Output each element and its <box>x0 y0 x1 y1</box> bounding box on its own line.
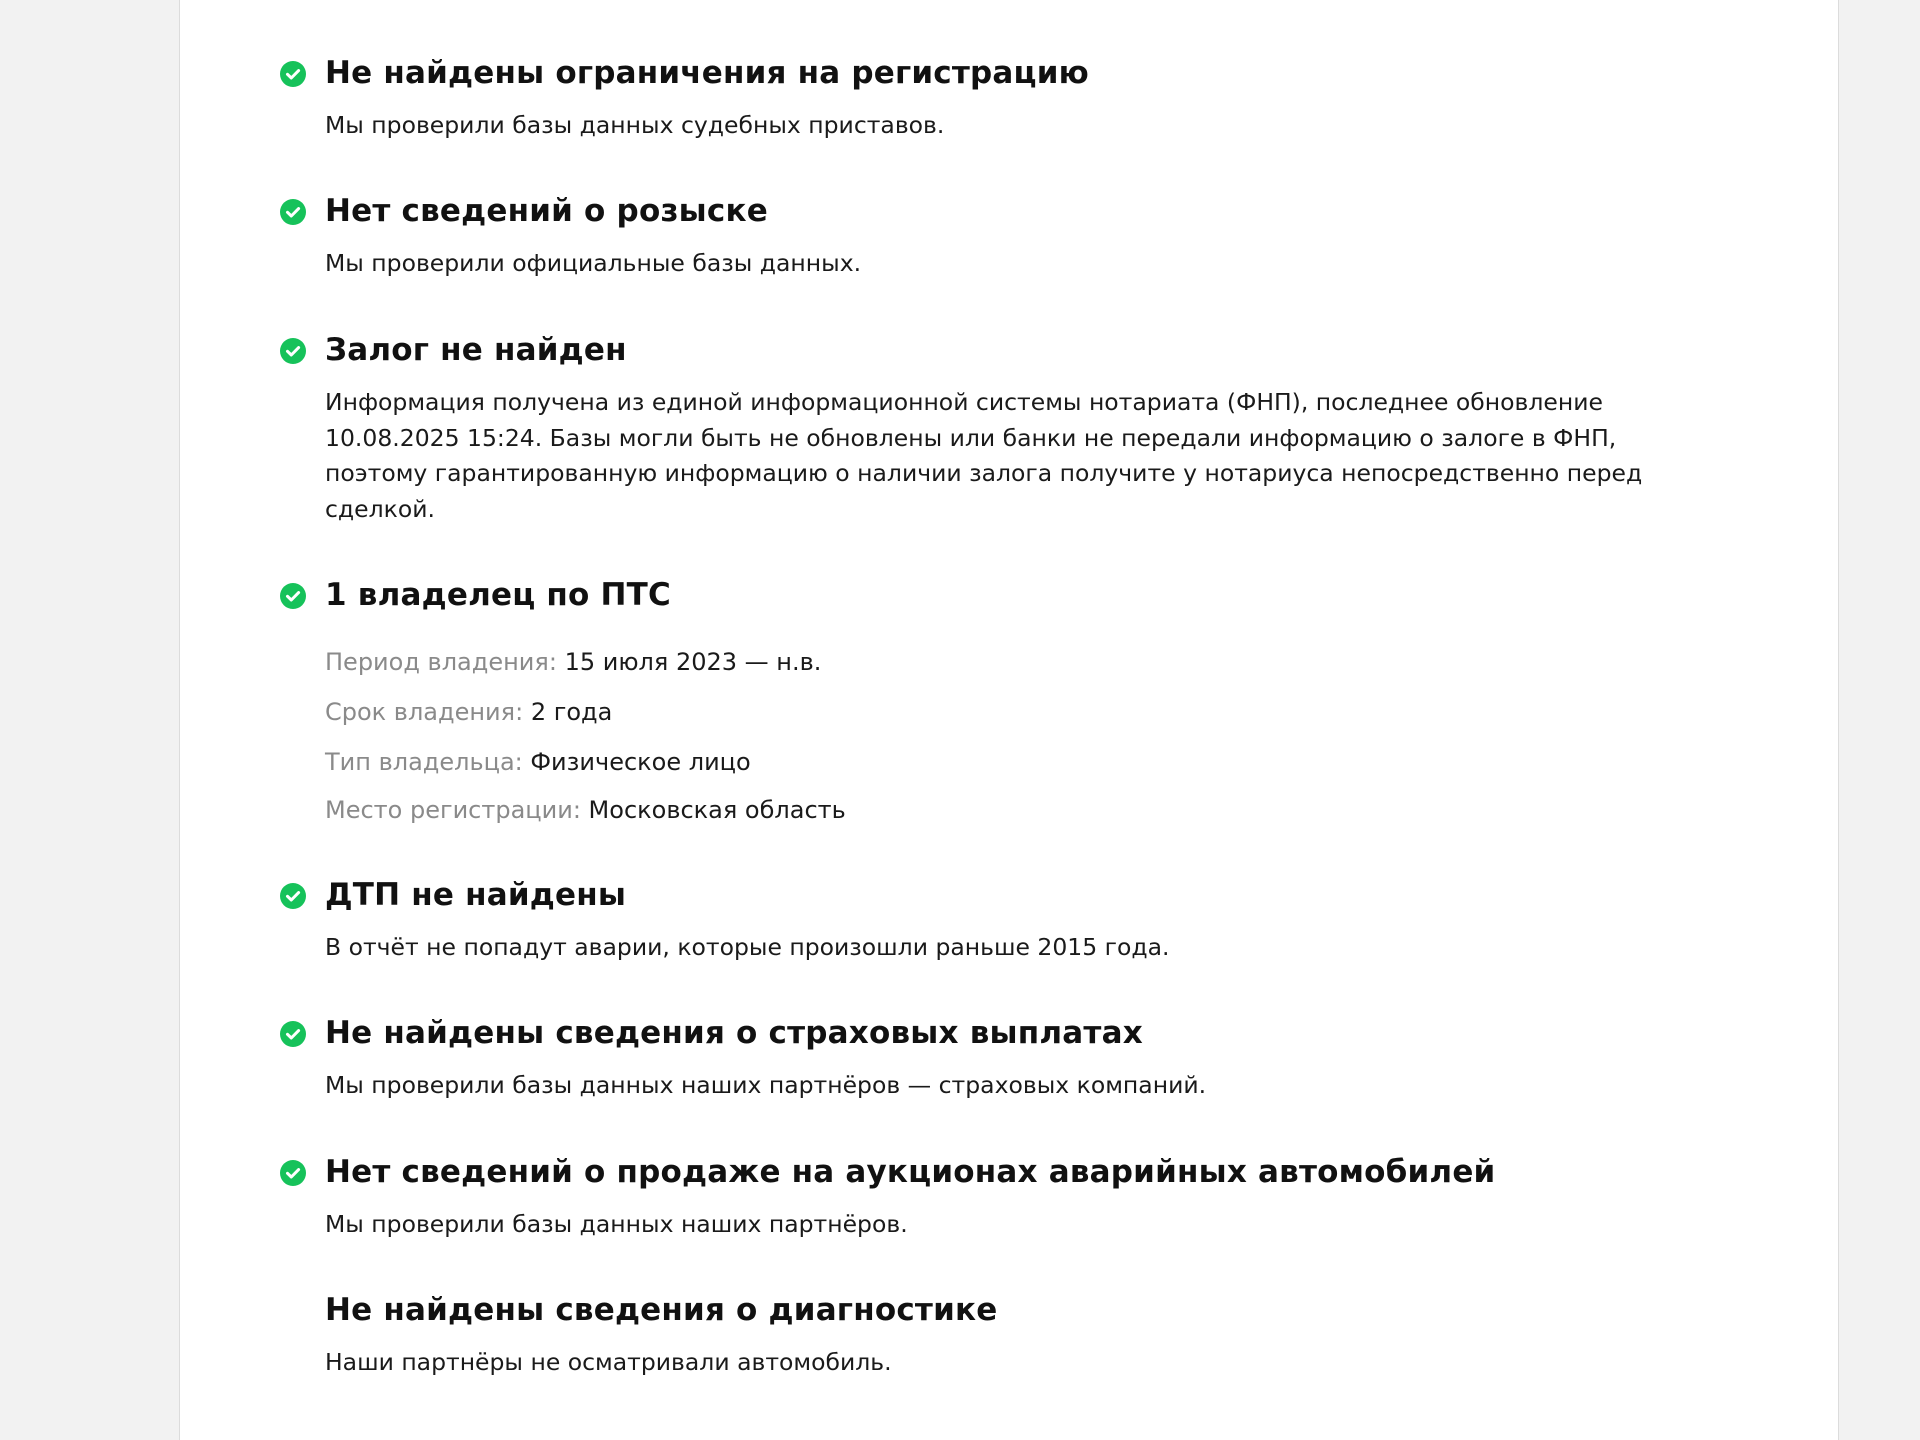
detail-value: 2 года <box>530 698 613 726</box>
detail-label: Место регистрации: <box>325 796 581 824</box>
check-description: В отчёт не попадут аварии, которые произошли раньше 2015 года. <box>325 933 1170 961</box>
detail-value: 15 июля 2023 — н.в. <box>564 648 822 676</box>
check-description: Мы проверили официальные базы данных. <box>325 249 862 277</box>
check-title-pledge: Залог не найден <box>325 332 627 368</box>
check-description: Мы проверили базы данных наших партнёров — страховых компаний. <box>325 1071 1207 1099</box>
check-description: Мы проверили базы данных судебных приставов. <box>325 111 945 139</box>
check-title-salvage-auctions: Нет сведений о продаже на аукционах аварийных автомобилей <box>325 1154 1496 1190</box>
detail-value: Физическое лицо <box>530 748 751 776</box>
check-title-diagnostics: Не найдены сведения о диагностике <box>325 1292 998 1328</box>
detail-label: Тип владельца: <box>325 748 523 776</box>
owner-detail-period <box>325 645 821 679</box>
owner-detail-type <box>325 745 751 779</box>
check-title-insurance-payouts: Не найдены сведения о страховых выплатах <box>325 1015 1143 1051</box>
check-description: Мы проверили базы данных наших партнёров. <box>325 1210 908 1238</box>
detail-label: Срок владения: <box>325 698 524 726</box>
owner-detail-duration <box>325 695 612 729</box>
detail-value: Московская область <box>588 796 846 824</box>
check-circle-icon <box>280 199 306 225</box>
check-circle-icon <box>280 1021 306 1047</box>
check-circle-icon <box>280 883 306 909</box>
check-title-registration-restrictions: Не найдены ограничения на регистрацию <box>325 55 1089 91</box>
detail-label: Период владения: <box>325 648 557 676</box>
check-description: Наши партнёры не осматривали автомобиль. <box>325 1348 892 1376</box>
check-title-accidents: ДТП не найдены <box>325 877 627 913</box>
check-circle-icon <box>280 61 306 87</box>
check-circle-icon <box>280 338 306 364</box>
check-circle-icon <box>280 1160 306 1186</box>
check-circle-icon <box>280 583 306 609</box>
check-description-pledge: Информация получена из единой информационной системы нотариата (ФНП), последнее обновление 10.08.2025 15:24. Базы могли быть не обновлены или банки не передали информацию о залоге в ФНП, поэтому гарантированную информацию о наличии залога получите у нотариуса непосредственно перед сделкой. <box>325 388 1643 523</box>
check-title-wanted: Нет сведений о розыске <box>325 193 768 229</box>
check-title-owners: 1 владелец по ПТС <box>325 577 671 613</box>
owner-detail-region <box>325 793 846 827</box>
